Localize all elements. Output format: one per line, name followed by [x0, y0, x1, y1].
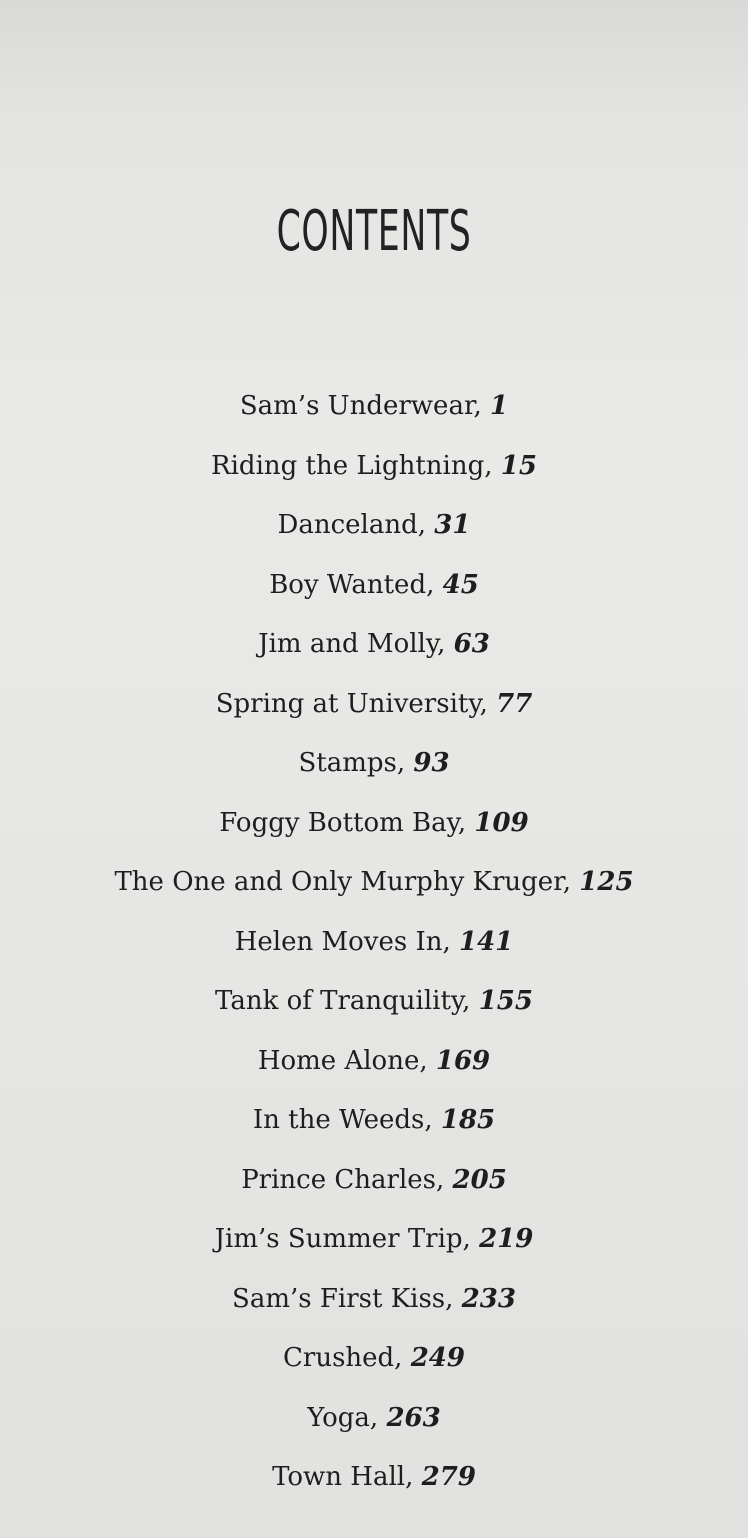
toc-entry [0, 853, 748, 913]
page-number: 279 [421, 1462, 476, 1492]
page-number: 31 [434, 510, 471, 540]
chapter-title: Sam’s First Kiss, [232, 1283, 454, 1314]
chapter-title: Tank of Tranquility, [215, 986, 471, 1016]
page-number: 15 [500, 450, 537, 481]
chapter-title: Sam’s Underwear, [239, 391, 482, 421]
toc-entry [0, 1091, 748, 1151]
chapter-title: Helen Moves In, [234, 926, 451, 957]
page-number: 109 [474, 807, 529, 838]
page-number: 45 [442, 569, 479, 600]
page-number: 185 [440, 1105, 496, 1135]
chapter-title: Town Hall, [272, 1462, 414, 1492]
toc-entry [0, 1329, 748, 1389]
chapter-title: Riding the Lightning, [211, 450, 493, 481]
toc-entry [0, 675, 748, 735]
page-number: 219 [479, 1224, 534, 1254]
page-number: 77 [496, 688, 533, 719]
chapter-title: In the Weeds, [252, 1105, 433, 1135]
toc-entry [0, 1448, 748, 1508]
chapter-title: Home Alone, [257, 1045, 428, 1076]
toc-entry [0, 1210, 748, 1270]
chapter-title: Yoga, [307, 1402, 379, 1433]
chapter-title: Boy Wanted, [269, 569, 435, 600]
contents-heading: CONTENTS [276, 199, 472, 264]
toc-entry [0, 913, 748, 973]
chapter-title: Stamps, [298, 748, 406, 778]
chapter-title: Prince Charles, [241, 1164, 445, 1195]
toc-entry [0, 1151, 748, 1211]
page-number: 155 [478, 986, 533, 1016]
page-number: 263 [386, 1402, 441, 1433]
toc-entry [0, 1032, 748, 1092]
page-number: 205 [452, 1164, 507, 1195]
chapter-title: Foggy Bottom Bay, [219, 807, 467, 838]
toc-entry [0, 1389, 748, 1449]
page-number: 233 [461, 1283, 516, 1314]
toc-entry [0, 556, 748, 616]
chapter-title: Crushed, [283, 1343, 403, 1373]
chapter-title: The One and Only Murphy Kruger, [114, 867, 571, 897]
table-of-contents [0, 377, 748, 1508]
chapter-title: Danceland, [277, 510, 427, 540]
page-number: 249 [410, 1343, 465, 1373]
chapter-title: Jim’s Summer Trip, [214, 1224, 471, 1254]
page-number: 63 [453, 629, 490, 659]
toc-entry [0, 496, 748, 556]
toc-entry [0, 794, 748, 854]
toc-entry [0, 377, 748, 437]
page-number: 1 [490, 391, 509, 421]
toc-entry [0, 615, 748, 675]
page-number: 141 [459, 926, 514, 957]
page-number: 169 [435, 1045, 491, 1076]
toc-entry [0, 1270, 748, 1330]
chapter-title: Jim and Molly, [258, 629, 446, 659]
page-number: 125 [579, 867, 634, 897]
chapter-title: Spring at University, [215, 688, 488, 719]
toc-entry [0, 972, 748, 1032]
page-number: 93 [413, 748, 450, 778]
toc-entry [0, 437, 748, 497]
toc-entry [0, 734, 748, 794]
